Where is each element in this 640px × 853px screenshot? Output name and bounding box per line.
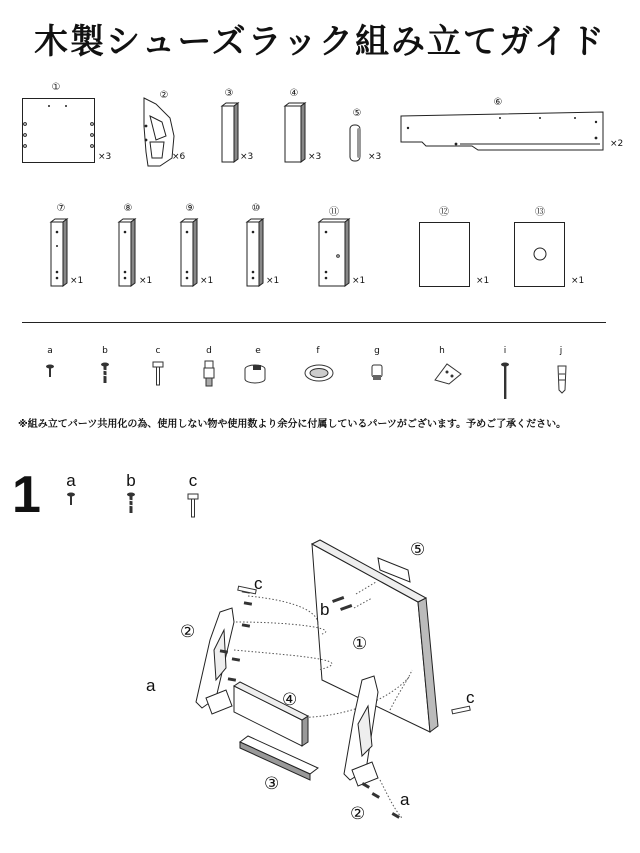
- screw-b-icon: [100, 362, 110, 384]
- compatibility-note: ※組み立てパーツ共用化の為、使用しない物や使用数より余分に付属しているパーツがございます。予めご了承ください。: [18, 419, 567, 430]
- part-number: ⑦: [56, 203, 66, 214]
- part-quantity: ×1: [352, 276, 366, 286]
- callout-part-2: ②: [180, 622, 196, 641]
- part-quantity: ×1: [70, 276, 84, 286]
- hardware-label: d: [206, 346, 212, 356]
- screw-a-icon: [66, 492, 76, 506]
- hardware-label: i: [503, 346, 507, 356]
- part-9-side-board-drawing: [180, 218, 200, 288]
- callout-part-4: ④: [282, 690, 298, 709]
- part-number: ②: [159, 90, 169, 101]
- part-number: ④: [289, 88, 299, 99]
- part-quantity: ×1: [571, 276, 585, 286]
- step-hardware-label: a: [66, 471, 76, 490]
- hardware-label: g: [374, 346, 380, 356]
- part-3-board-drawing: [221, 102, 241, 164]
- part-quantity: ×2: [610, 139, 624, 149]
- part-1-panel-drawing: [22, 98, 96, 164]
- hardware-label: f: [316, 346, 320, 356]
- part-number: ⑫: [439, 207, 449, 218]
- part-7-side-board-drawing: [50, 218, 70, 288]
- hardware-label: e: [255, 346, 261, 356]
- part-quantity: ×3: [368, 152, 382, 162]
- part-quantity: ×3: [240, 152, 254, 162]
- part-quantity: ×3: [308, 152, 322, 162]
- page-title: 木製シューズラック組み立てガイド: [34, 22, 606, 62]
- screw-a-icon: [45, 364, 55, 378]
- part-number: ⑧: [123, 203, 133, 214]
- part-number: ③: [224, 88, 234, 99]
- hardware-label: a: [47, 346, 53, 356]
- callout-part-2: ②: [350, 804, 366, 823]
- hardware-label: h: [439, 346, 445, 356]
- callout-hardware-a: a: [400, 790, 410, 809]
- part-6-long-board-drawing: [400, 110, 606, 156]
- part-quantity: ×1: [476, 276, 490, 286]
- part-quantity: ×1: [200, 276, 214, 286]
- part-11-wide-side-board-drawing: [318, 218, 352, 288]
- callout-part-1: ①: [352, 634, 368, 653]
- bolt-c-icon: [152, 360, 164, 386]
- step-hardware-label: b: [126, 471, 136, 490]
- part-number: ⑬: [535, 207, 545, 218]
- step-1-assembly-diagram: [140, 530, 500, 830]
- wall-anchor-j-icon: [556, 364, 568, 394]
- bolt-c-icon: [187, 492, 199, 518]
- part-8-side-board-drawing: [118, 218, 138, 288]
- part-number: ⑥: [493, 97, 503, 108]
- dowel-d-icon: [201, 360, 217, 388]
- part-number: ①: [51, 82, 61, 93]
- screw-b-icon: [126, 492, 136, 514]
- part-10-side-board-drawing: [246, 218, 266, 288]
- part-number: ⑪: [329, 207, 339, 218]
- divider: [22, 322, 606, 323]
- part-number: ⑤: [352, 108, 362, 119]
- hardware-label: b: [102, 346, 108, 356]
- callout-hardware-c: c: [254, 574, 263, 593]
- callout-hardware-c: c: [466, 688, 475, 707]
- cam-lock-e-icon: [243, 363, 267, 385]
- part-number: ⑨: [185, 203, 195, 214]
- callout-part-3: ③: [264, 774, 280, 793]
- part-quantity: ×1: [266, 276, 280, 286]
- hardware-label: c: [155, 346, 161, 356]
- vent-cap-f-icon: [303, 364, 335, 384]
- part-quantity: ×1: [139, 276, 153, 286]
- callout-part-5: ⑤: [410, 540, 426, 559]
- step-number: 1: [12, 466, 41, 524]
- part-quantity: ×6: [172, 152, 186, 162]
- callout-hardware-a: a: [146, 676, 156, 695]
- part-quantity: ×3: [98, 152, 112, 162]
- part-number: ⑩: [251, 203, 261, 214]
- corner-bracket-h-icon: [433, 362, 463, 386]
- part-12-panel-drawing: [419, 222, 471, 288]
- foot-g-icon: [371, 364, 383, 382]
- part-13-panel-drawing: [514, 222, 566, 288]
- part-5-handle-drawing: [349, 124, 363, 164]
- long-screw-i-icon: [500, 362, 510, 400]
- hardware-label: j: [559, 346, 563, 356]
- callout-hardware-b: b: [320, 600, 330, 619]
- step-hardware-label: c: [188, 471, 198, 490]
- part-4-board-drawing: [284, 102, 308, 164]
